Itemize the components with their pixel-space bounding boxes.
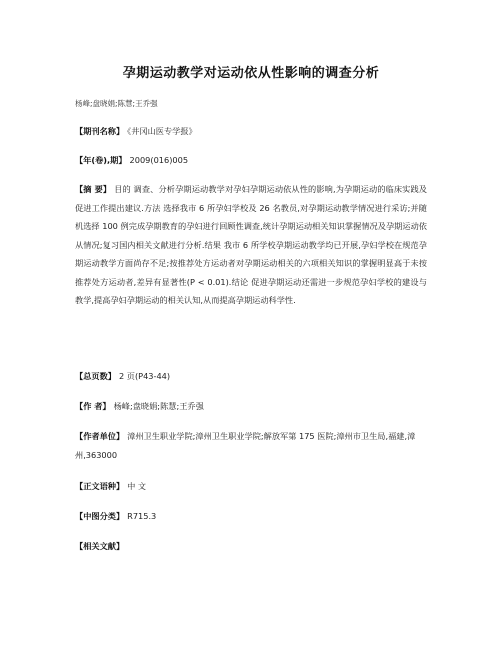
related-literature-label: 【相关文献】 xyxy=(75,541,125,551)
author-label: 【作 者】 xyxy=(75,401,111,411)
pages-label: 【总页数】 xyxy=(75,371,116,381)
abstract-text: 目的 调查、分析孕期运动教学对孕妇孕期运动依从性的影响,为孕期运动的临床实践及促进工作提出建议.方法 选择我市 6 所孕妇学校及 26 名教员,对孕期运动教学情况进行采访;并随机选择 100 例完成孕期教育的孕妇进行回顾性调查,统计孕期运动相关知识掌握情况及孕期运动依从情况;复习国内相关文献进行分析.结果 我市 6 所学校孕期运动教学均已开展,孕妇学校在规范孕期运动教学方面尚存不足;按推荐处方运动者对孕期运动相关的六项相关知识的掌握明显高于未按推荐处方运动者,差异有显著性(P < 0.01).结论 促进孕期运动还需进一步规范孕妇学校的建设与教学,提高孕妇孕期运动的相关认知,从而提高孕期运动科学性. xyxy=(75,184,427,305)
classification-field xyxy=(75,507,427,526)
affiliation-field xyxy=(75,427,427,464)
language-label: 【正文语种】 xyxy=(75,481,125,491)
authors-line: 杨峰;盘晓娟;陈慧;王乔强 xyxy=(75,99,158,108)
pages-field xyxy=(75,367,427,386)
year-issue-field xyxy=(75,151,427,170)
journal-field xyxy=(75,122,427,141)
affiliation-value: 漳州卫生职业学院;漳州卫生职业学院;解放军第 175 医院;漳州市卫生局,福建,漳州,363000 xyxy=(75,431,416,460)
classification-label: 【中图分类】 xyxy=(75,511,125,521)
journal-label: 【期刊名称】 xyxy=(75,126,125,136)
author-field xyxy=(75,397,427,416)
journal-value: 《井冈山医专学报》 xyxy=(127,126,197,136)
year-issue-label: 【年(卷),期】 xyxy=(75,155,127,165)
paper-title: 孕期运动教学对运动依从性影响的调查分析 xyxy=(122,66,380,81)
abstract-label: 【摘 要】 xyxy=(75,184,112,194)
classification-value: R715.3 xyxy=(127,511,157,521)
author-value: 杨峰;盘晓娟;陈慧;王乔强 xyxy=(113,401,204,411)
year-issue-value: 2009(016)005 xyxy=(129,155,189,165)
language-value: 中 文 xyxy=(127,481,147,491)
abstract-field xyxy=(75,180,427,310)
pages-value: 2 页(P43-44) xyxy=(118,371,171,381)
related-literature-field xyxy=(75,537,427,556)
language-field xyxy=(75,477,427,496)
affiliation-label: 【作者单位】 xyxy=(75,431,125,441)
